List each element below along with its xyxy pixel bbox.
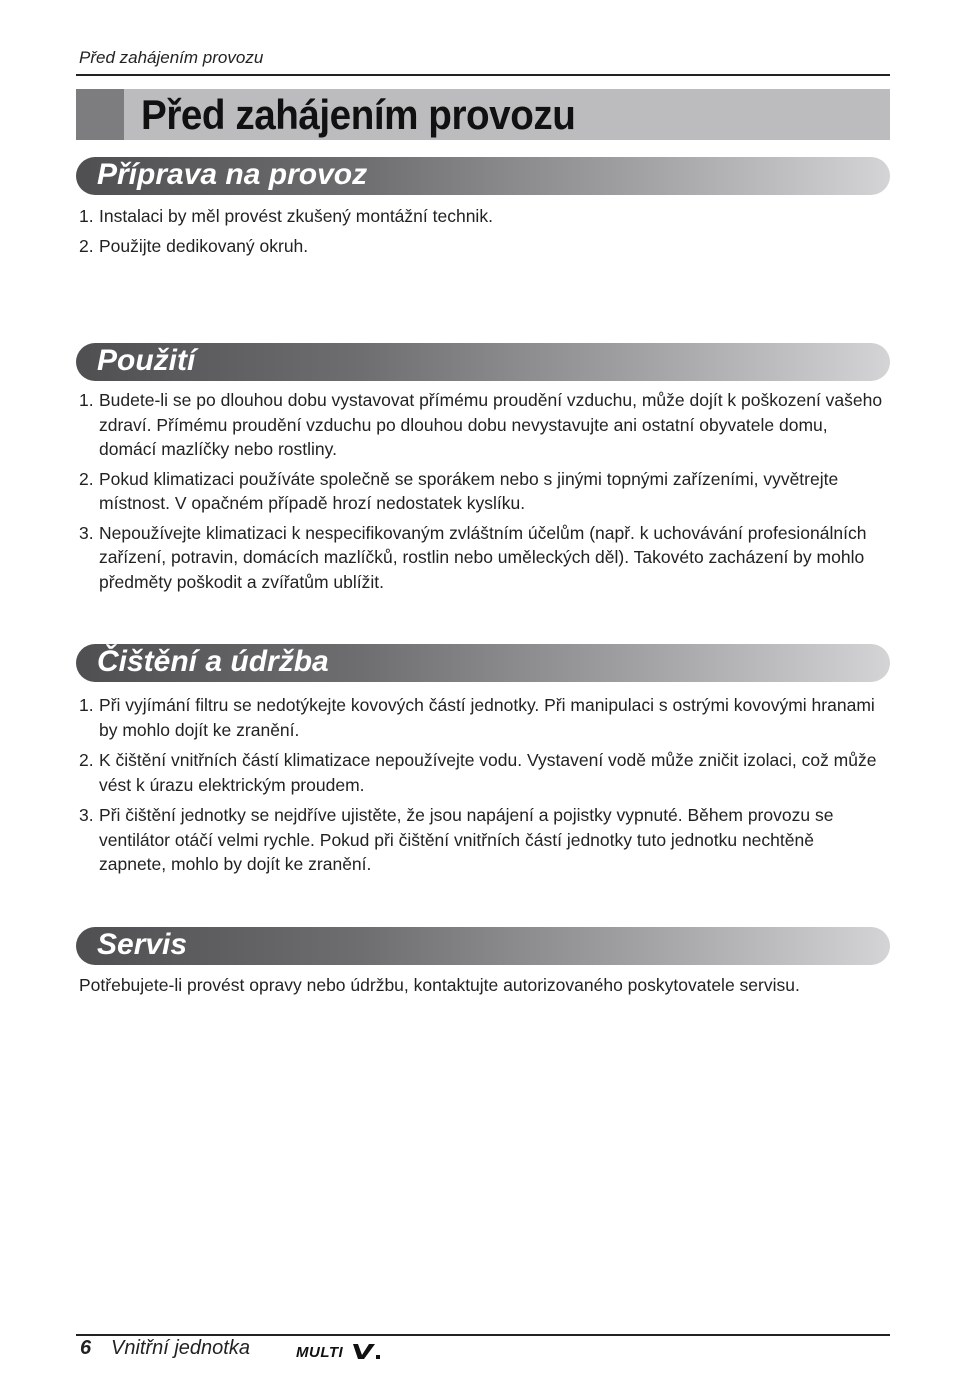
section-title: Čištění a údržba (97, 645, 329, 678)
footer-rule (76, 1334, 890, 1336)
list-item (79, 467, 884, 516)
page-title: Před zahájením provozu (141, 91, 576, 138)
page-title-bar (76, 89, 890, 140)
footer-label: Vnitřní jednotka (111, 1337, 250, 1359)
item-number: 1. (79, 695, 94, 715)
cleaning-list (79, 693, 884, 877)
service-text: Potřebujete-li provést opravy nebo údržbu, kontaktujte autorizovaného poskytovatele servisu. (79, 975, 800, 995)
section-title: Použití (97, 344, 196, 377)
item-number: 2. (79, 750, 94, 770)
preparation-list (79, 204, 884, 258)
list-item (79, 204, 884, 229)
item-number: 1. (79, 206, 94, 226)
multi-v-logo (296, 1340, 388, 1362)
list-item (79, 388, 884, 462)
section-header-servis (76, 927, 890, 965)
item-text: K čištění vnitřních částí klimatizace nepoužívejte vodu. Vystavení vodě může zničit izolaci, což může vést k úrazu elektrickým proudem. (99, 750, 877, 795)
list-item (79, 748, 884, 797)
usage-list (79, 388, 884, 594)
item-text: Při čištění jednotky se nejdříve ujistěte, že jsou napájení a pojistky vypnuté. Během provozu se ventilátor otáčí velmi rychle. Pokud při čištění vnitřních částí jednotky tuto jednotku nechtěně zapnete, mohlo by dojít ke zranění. (99, 805, 834, 874)
running-header: Před zahájením provozu (79, 48, 264, 67)
item-text: Budete-li se po dlouhou dobu vystavovat přímému proudění vzduchu, může dojít k poškození vašeho zdraví. Přímému proudění vzduchu po dlouhou dobu nevystavujte ani ostatní obyvatele domu, domácí mazlíčky nebo rostliny. (99, 390, 883, 459)
item-text: Pokud klimatizaci používáte společně se sporákem nebo s jinými topnými zařízeními, vyvětrejte místnost. V opačném případě hrozí nedostatek kyslíku. (99, 468, 839, 513)
section-title: Příprava na provoz (97, 158, 368, 191)
item-text: Při vyjímání filtru se nedotýkejte kovových částí jednotky. Při manipulaci s ostrými kovovými hranami by mohlo dojít ke zranění. (99, 695, 875, 740)
section-header-pouziti (76, 343, 890, 381)
section-header-cisteni (76, 644, 890, 682)
svg-text:MULTI: MULTI (296, 1344, 344, 1361)
section-header-priprava (76, 157, 890, 195)
header-rule (76, 74, 890, 76)
item-number: 3. (79, 522, 94, 543)
title-accent-block (76, 89, 124, 140)
list-item (79, 521, 884, 595)
item-text: Instalaci by měl provést zkušený montážní technik. (99, 206, 493, 226)
item-number: 3. (79, 805, 94, 825)
list-item (79, 803, 884, 877)
list-item (79, 234, 884, 259)
item-number: 1. (79, 390, 94, 410)
item-text: Nepoužívejte klimatizaci k nespecifikovaným zvláštním účelům (např. k uchovávání profesionálních zařízení, potravin, domácích mazlíčků, rostlin nebo uměleckých děl). Takovéto zacházení by mohlo předměty poškodit a zvířatům ublížit. (99, 522, 867, 592)
item-number: 2. (79, 235, 94, 256)
page-number: 6 (80, 1337, 92, 1359)
item-number: 2. (79, 468, 94, 489)
section-title: Servis (97, 928, 188, 961)
item-text: Použijte dedikovaný okruh. (99, 235, 309, 256)
list-item (79, 693, 884, 742)
